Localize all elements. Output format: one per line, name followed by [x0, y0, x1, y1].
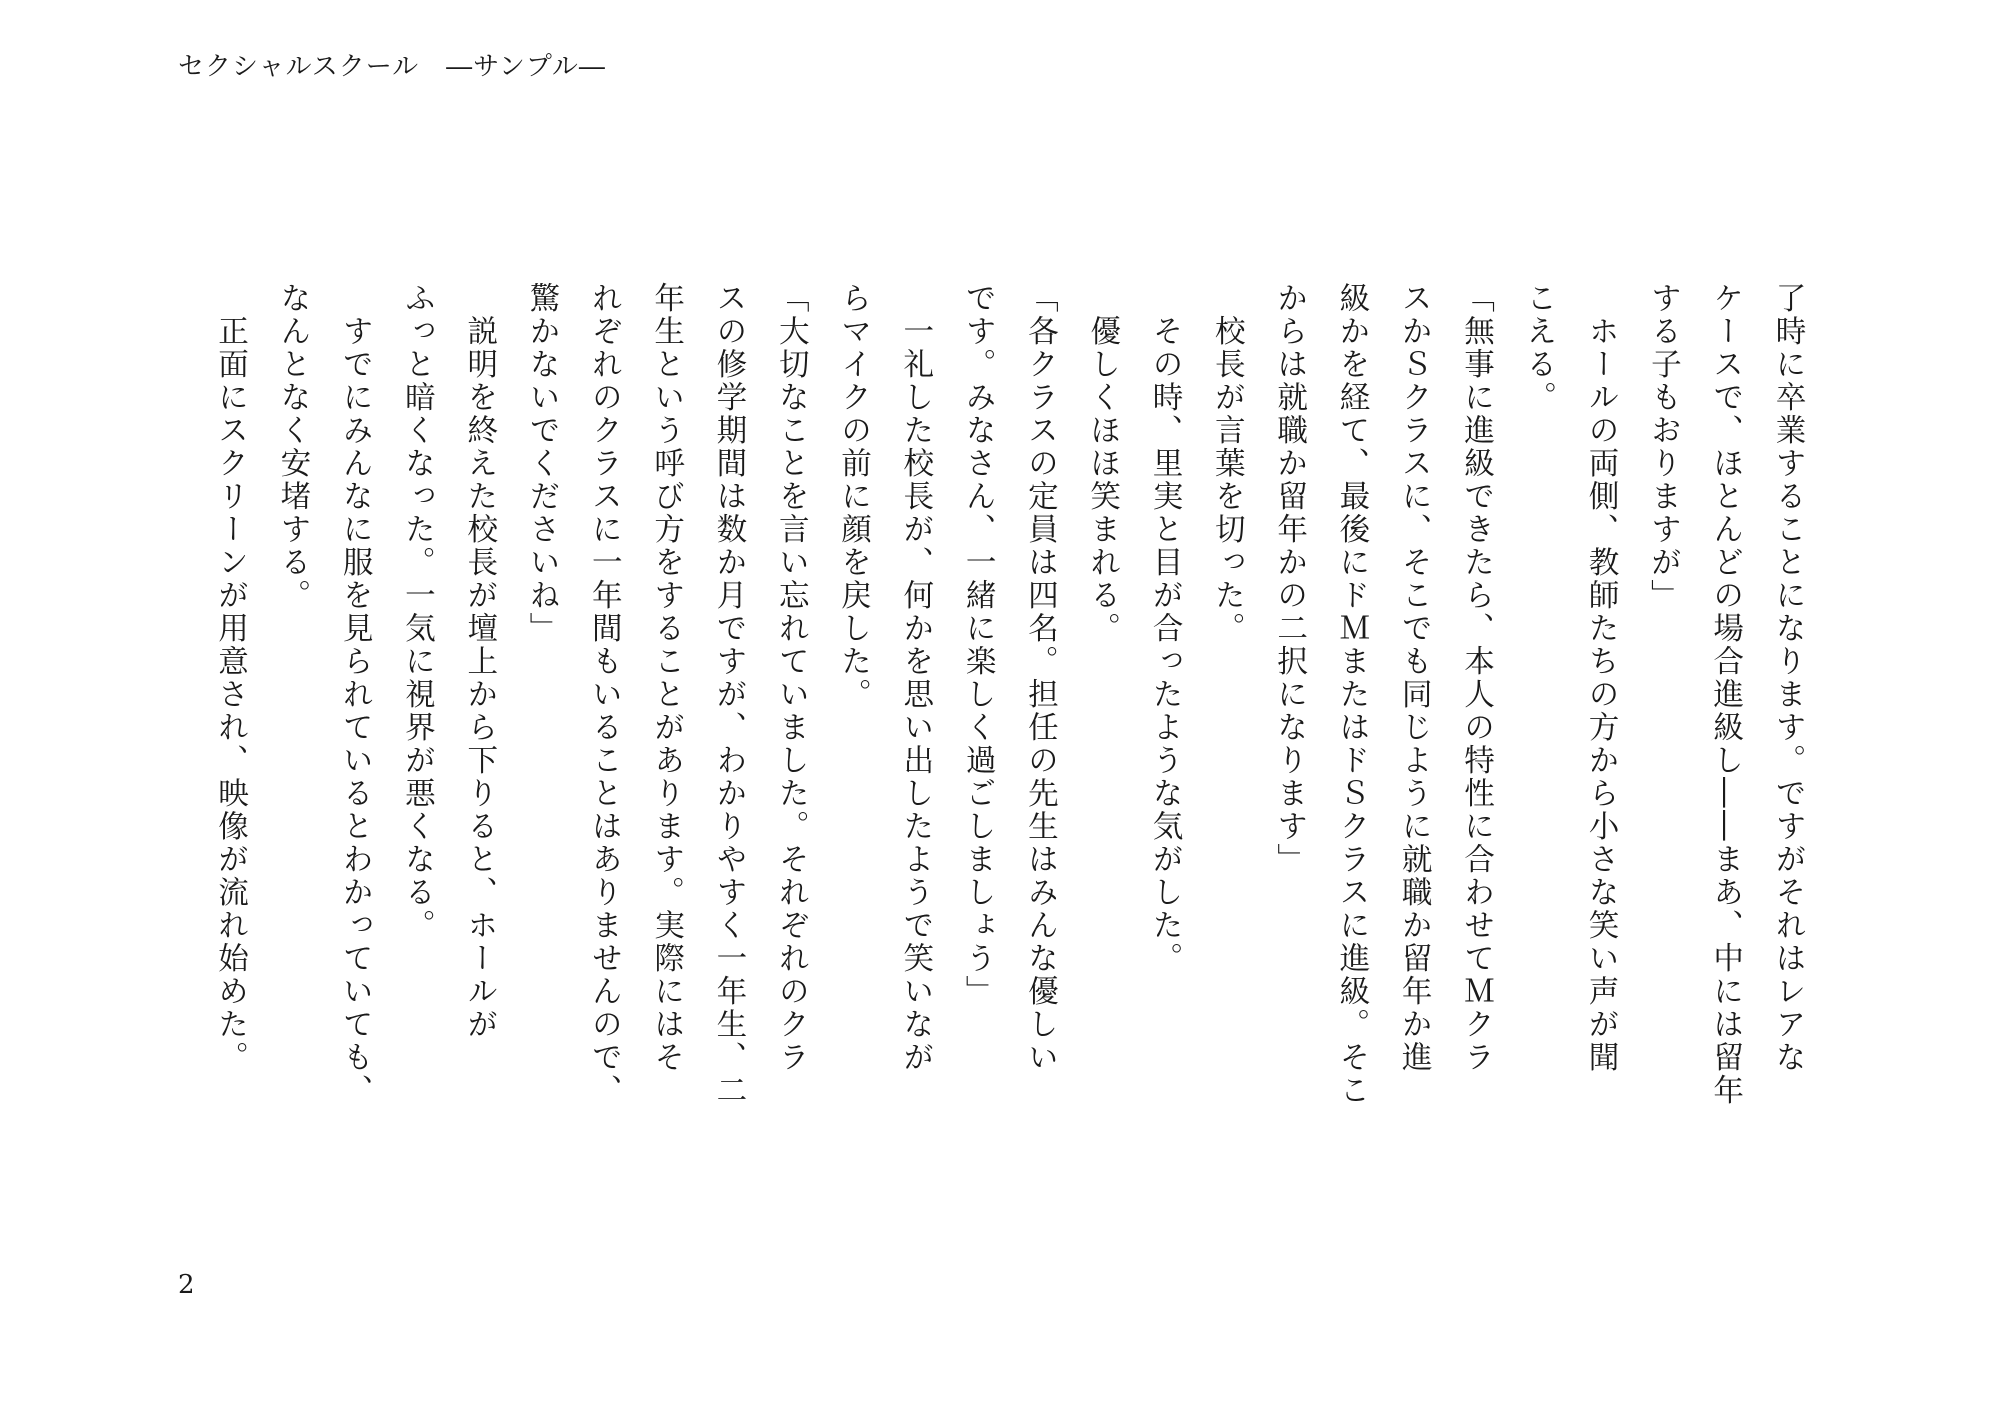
text-line: ケースで、ほとんどの場合進級し――まあ、中には留年 — [1707, 282, 1743, 1107]
text-line: その時、里実と目が合ったような気がした。 — [1147, 282, 1183, 975]
vertical-body-text — [198, 282, 1818, 1182]
running-header: セクシャルスクール ―サンプル― — [178, 52, 606, 82]
text-line: 「無事に進級できたら、本人の特性に合わせてＭクラ — [1458, 282, 1494, 1074]
text-line: 年生という呼び方をすることがあります。実際にはそ — [648, 282, 684, 1074]
text-line: です。みなさん、一緒に楽しく過ごしましょう」 — [960, 282, 996, 1008]
text-line: 「各クラスの定員は四名。担任の先生はみんな優しい — [1022, 282, 1058, 1074]
text-line: 「大切なことを言い忘れていました。それぞれのクラ — [773, 282, 809, 1074]
text-line: 級かを経て、最後にドＭまたはドＳクラスに進級。そこ — [1333, 282, 1369, 1107]
text-line: 了時に卒業することになります。ですがそれはレアな — [1770, 282, 1805, 1074]
text-line: ふっと暗くなった。一気に視界が悪くなる。 — [399, 282, 435, 942]
text-line: からは就職か留年かの二択になります」 — [1271, 282, 1307, 876]
text-line: こえる。 — [1520, 282, 1556, 414]
text-line: 一礼した校長が、何かを思い出したようで笑いなが — [897, 282, 933, 1074]
text-line: すでにみんなに服を見られているとわかっていても、 — [337, 282, 373, 1107]
text-line: 校長が言葉を切った。 — [1209, 282, 1245, 645]
text-line: らマイクの前に顔を戻した。 — [835, 282, 871, 711]
text-line: 説明を終えた校長が壇上から下りると、ホールが — [461, 282, 497, 1041]
text-line: なんとなく安堵する。 — [274, 282, 310, 612]
text-line: 正面にスクリーンが用意され、映像が流れ始めた。 — [212, 282, 248, 1074]
text-line: する子もおりますが」 — [1645, 282, 1681, 612]
text-line: れぞれのクラスに一年間もいることはありませんので、 — [586, 282, 622, 1107]
page-number: 2 — [178, 1270, 195, 1300]
text-line: スの修学期間は数か月ですが、わかりやすく一年生、二 — [710, 282, 746, 1107]
text-line: 驚かないでくださいね」 — [524, 282, 560, 645]
text-line: 優しくほほ笑まれる。 — [1084, 282, 1120, 645]
text-line: ホールの両側、教師たちの方から小さな笑い声が聞 — [1583, 282, 1619, 1074]
text-line: スかＳクラスに、そこでも同じように就職か留年か進 — [1396, 282, 1432, 1074]
